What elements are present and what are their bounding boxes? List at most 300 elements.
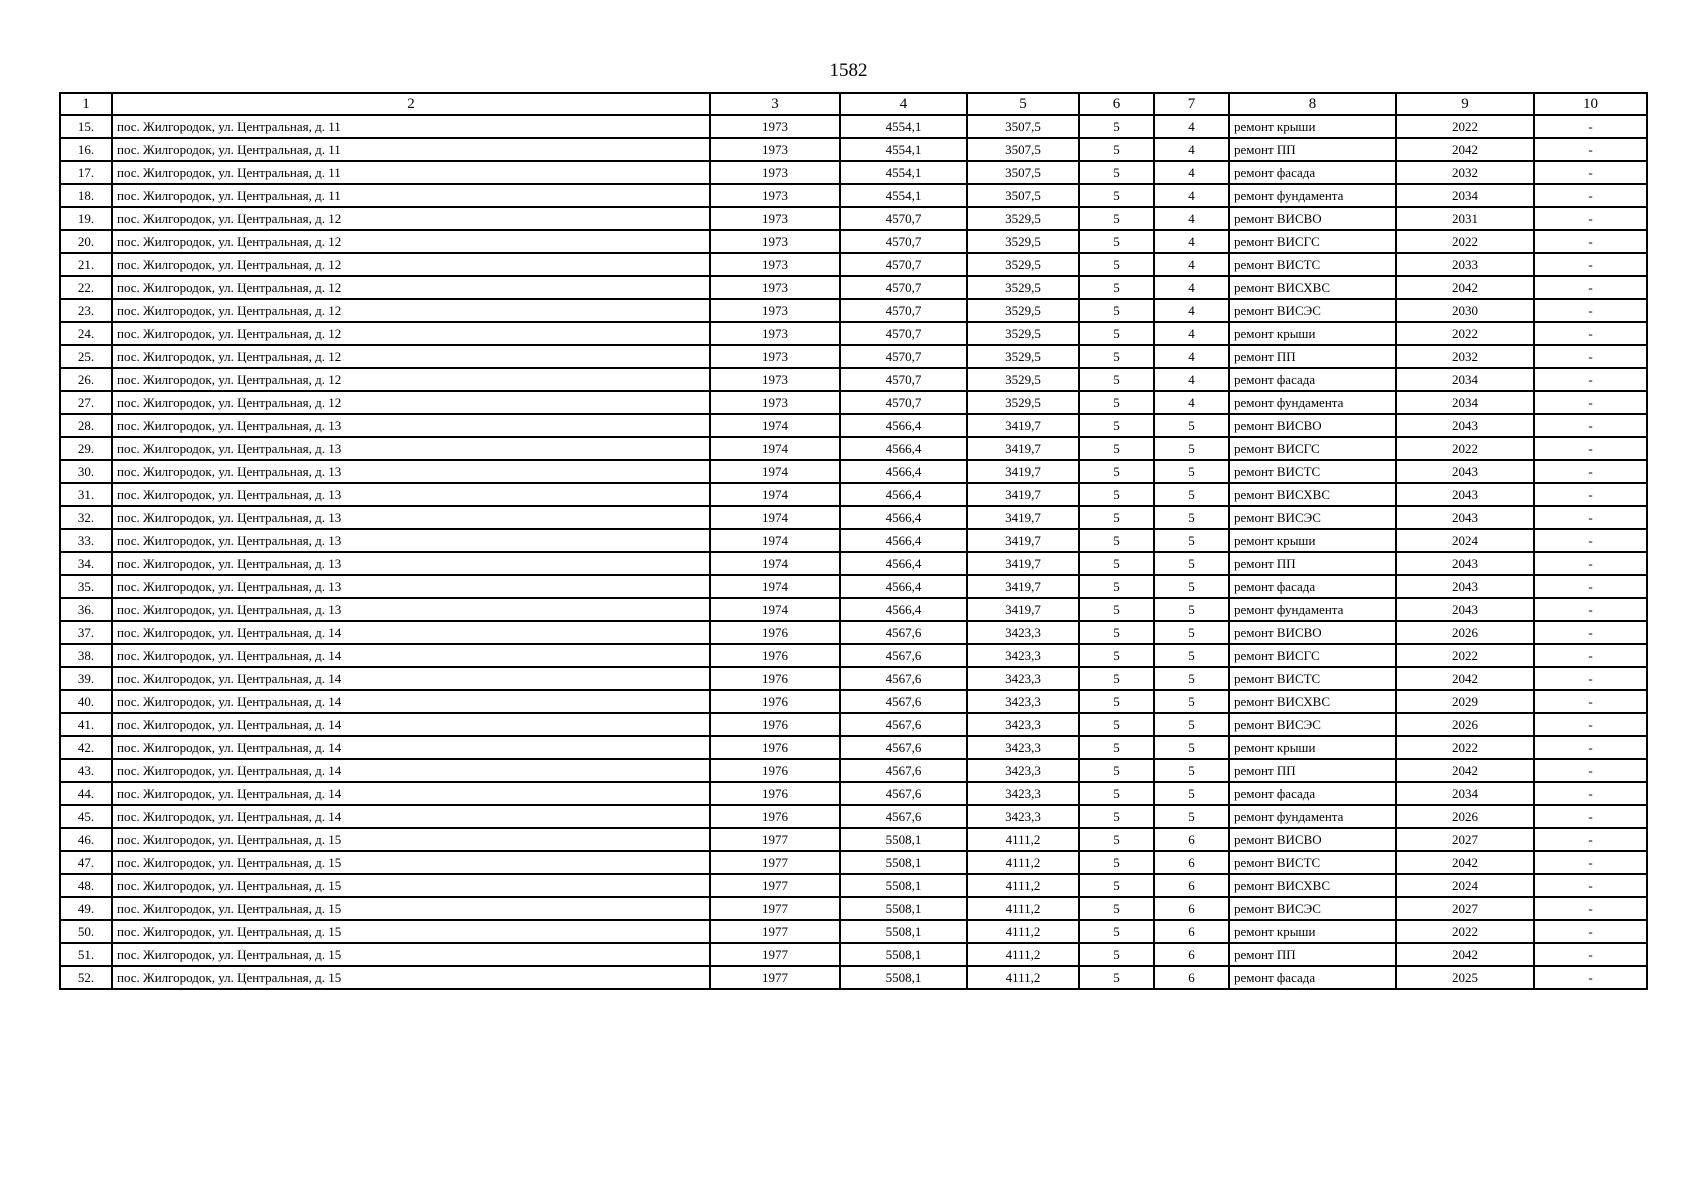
floors-cell: 5 xyxy=(1079,138,1154,161)
table-row xyxy=(60,621,1647,644)
year-built-cell: 1976 xyxy=(710,713,840,736)
row-number-cell: 17. xyxy=(60,161,112,184)
row-number-cell: 35. xyxy=(60,575,112,598)
address-cell: пос. Жилгородок, ул. Центральная, д. 11 xyxy=(112,115,710,138)
living-area-cell: 3507,5 xyxy=(967,161,1079,184)
address-cell: пос. Жилгородок, ул. Центральная, д. 14 xyxy=(112,736,710,759)
living-area-cell: 3419,7 xyxy=(967,598,1079,621)
living-area-cell: 4111,2 xyxy=(967,874,1079,897)
total-area-cell: 4566,4 xyxy=(840,506,967,529)
floors-cell: 5 xyxy=(1079,667,1154,690)
floors-cell: 5 xyxy=(1079,437,1154,460)
planned-year-cell: 2043 xyxy=(1396,598,1534,621)
planned-year-cell: 2022 xyxy=(1396,644,1534,667)
table-row xyxy=(60,920,1647,943)
row-number-cell: 45. xyxy=(60,805,112,828)
total-area-cell: 4567,6 xyxy=(840,759,967,782)
floors-cell: 5 xyxy=(1079,207,1154,230)
planned-year-cell: 2022 xyxy=(1396,920,1534,943)
year-built-cell: 1977 xyxy=(710,966,840,989)
work-type-cell: ремонт ВИСЭС xyxy=(1229,713,1396,736)
floors-cell: 5 xyxy=(1079,322,1154,345)
total-area-cell: 4567,6 xyxy=(840,690,967,713)
row-number-cell: 52. xyxy=(60,966,112,989)
address-cell: пос. Жилгородок, ул. Центральная, д. 11 xyxy=(112,138,710,161)
work-type-cell: ремонт крыши xyxy=(1229,920,1396,943)
living-area-cell: 3529,5 xyxy=(967,253,1079,276)
address-cell: пос. Жилгородок, ул. Центральная, д. 12 xyxy=(112,299,710,322)
planned-year-cell: 2027 xyxy=(1396,897,1534,920)
year-built-cell: 1977 xyxy=(710,897,840,920)
row-number-cell: 24. xyxy=(60,322,112,345)
planned-year-cell: 2027 xyxy=(1396,828,1534,851)
table-row xyxy=(60,782,1647,805)
note-cell: - xyxy=(1534,621,1647,644)
living-area-cell: 3419,7 xyxy=(967,483,1079,506)
floors-cell: 5 xyxy=(1079,230,1154,253)
note-cell: - xyxy=(1534,644,1647,667)
entrances-cell: 5 xyxy=(1154,736,1229,759)
column-header: 5 xyxy=(967,93,1079,115)
entrances-cell: 6 xyxy=(1154,943,1229,966)
table-row xyxy=(60,759,1647,782)
work-type-cell: ремонт ВИСХВС xyxy=(1229,690,1396,713)
planned-year-cell: 2026 xyxy=(1396,713,1534,736)
table-header-row xyxy=(60,93,1647,115)
work-type-cell: ремонт ВИСГС xyxy=(1229,644,1396,667)
living-area-cell: 3529,5 xyxy=(967,345,1079,368)
work-type-cell: ремонт ВИСВО xyxy=(1229,828,1396,851)
living-area-cell: 3423,3 xyxy=(967,759,1079,782)
note-cell: - xyxy=(1534,276,1647,299)
planned-year-cell: 2042 xyxy=(1396,276,1534,299)
floors-cell: 5 xyxy=(1079,161,1154,184)
note-cell: - xyxy=(1534,713,1647,736)
table-body xyxy=(60,115,1647,989)
floors-cell: 5 xyxy=(1079,552,1154,575)
total-area-cell: 4566,4 xyxy=(840,598,967,621)
planned-year-cell: 2022 xyxy=(1396,736,1534,759)
work-type-cell: ремонт фасада xyxy=(1229,966,1396,989)
entrances-cell: 5 xyxy=(1154,667,1229,690)
row-number-cell: 18. xyxy=(60,184,112,207)
work-type-cell: ремонт фасада xyxy=(1229,161,1396,184)
work-type-cell: ремонт ВИСВО xyxy=(1229,414,1396,437)
note-cell: - xyxy=(1534,598,1647,621)
address-cell: пос. Жилгородок, ул. Центральная, д. 14 xyxy=(112,759,710,782)
floors-cell: 5 xyxy=(1079,506,1154,529)
year-built-cell: 1973 xyxy=(710,322,840,345)
year-built-cell: 1973 xyxy=(710,391,840,414)
row-number-cell: 30. xyxy=(60,460,112,483)
total-area-cell: 4566,4 xyxy=(840,552,967,575)
address-cell: пос. Жилгородок, ул. Центральная, д. 13 xyxy=(112,483,710,506)
entrances-cell: 5 xyxy=(1154,782,1229,805)
living-area-cell: 3529,5 xyxy=(967,368,1079,391)
table-row xyxy=(60,690,1647,713)
floors-cell: 5 xyxy=(1079,621,1154,644)
entrances-cell: 5 xyxy=(1154,483,1229,506)
row-number-cell: 38. xyxy=(60,644,112,667)
table-row xyxy=(60,161,1647,184)
planned-year-cell: 2043 xyxy=(1396,575,1534,598)
year-built-cell: 1973 xyxy=(710,184,840,207)
table-row xyxy=(60,391,1647,414)
note-cell: - xyxy=(1534,253,1647,276)
work-type-cell: ремонт крыши xyxy=(1229,529,1396,552)
living-area-cell: 4111,2 xyxy=(967,920,1079,943)
note-cell: - xyxy=(1534,483,1647,506)
floors-cell: 5 xyxy=(1079,115,1154,138)
row-number-cell: 29. xyxy=(60,437,112,460)
entrances-cell: 6 xyxy=(1154,920,1229,943)
living-area-cell: 3419,7 xyxy=(967,460,1079,483)
table-row xyxy=(60,713,1647,736)
total-area-cell: 5508,1 xyxy=(840,828,967,851)
row-number-cell: 25. xyxy=(60,345,112,368)
note-cell: - xyxy=(1534,874,1647,897)
table-row xyxy=(60,897,1647,920)
note-cell: - xyxy=(1534,391,1647,414)
living-area-cell: 4111,2 xyxy=(967,897,1079,920)
floors-cell: 5 xyxy=(1079,368,1154,391)
table-row xyxy=(60,253,1647,276)
living-area-cell: 3419,7 xyxy=(967,575,1079,598)
living-area-cell: 3423,3 xyxy=(967,621,1079,644)
floors-cell: 5 xyxy=(1079,575,1154,598)
year-built-cell: 1976 xyxy=(710,736,840,759)
floors-cell: 5 xyxy=(1079,943,1154,966)
address-cell: пос. Жилгородок, ул. Центральная, д. 13 xyxy=(112,460,710,483)
table-row xyxy=(60,828,1647,851)
address-cell: пос. Жилгородок, ул. Центральная, д. 11 xyxy=(112,161,710,184)
entrances-cell: 4 xyxy=(1154,184,1229,207)
planned-year-cell: 2030 xyxy=(1396,299,1534,322)
work-type-cell: ремонт ВИСХВС xyxy=(1229,276,1396,299)
work-type-cell: ремонт фундамента xyxy=(1229,184,1396,207)
year-built-cell: 1973 xyxy=(710,368,840,391)
address-cell: пос. Жилгородок, ул. Центральная, д. 12 xyxy=(112,230,710,253)
total-area-cell: 4570,7 xyxy=(840,230,967,253)
row-number-cell: 46. xyxy=(60,828,112,851)
table-row xyxy=(60,207,1647,230)
living-area-cell: 3507,5 xyxy=(967,184,1079,207)
planned-year-cell: 2031 xyxy=(1396,207,1534,230)
note-cell: - xyxy=(1534,897,1647,920)
address-cell: пос. Жилгородок, ул. Центральная, д. 13 xyxy=(112,437,710,460)
repair-schedule-table xyxy=(59,92,1648,990)
table-row xyxy=(60,598,1647,621)
address-cell: пос. Жилгородок, ул. Центральная, д. 14 xyxy=(112,805,710,828)
planned-year-cell: 2033 xyxy=(1396,253,1534,276)
note-cell: - xyxy=(1534,759,1647,782)
address-cell: пос. Жилгородок, ул. Центральная, д. 12 xyxy=(112,368,710,391)
planned-year-cell: 2022 xyxy=(1396,437,1534,460)
note-cell: - xyxy=(1534,851,1647,874)
row-number-cell: 51. xyxy=(60,943,112,966)
address-cell: пос. Жилгородок, ул. Центральная, д. 12 xyxy=(112,391,710,414)
address-cell: пос. Жилгородок, ул. Центральная, д. 12 xyxy=(112,322,710,345)
year-built-cell: 1973 xyxy=(710,253,840,276)
planned-year-cell: 2043 xyxy=(1396,552,1534,575)
note-cell: - xyxy=(1534,299,1647,322)
note-cell: - xyxy=(1534,138,1647,161)
entrances-cell: 5 xyxy=(1154,437,1229,460)
living-area-cell: 3419,7 xyxy=(967,552,1079,575)
table-row xyxy=(60,575,1647,598)
living-area-cell: 3529,5 xyxy=(967,391,1079,414)
address-cell: пос. Жилгородок, ул. Центральная, д. 15 xyxy=(112,897,710,920)
work-type-cell: ремонт ВИСЭС xyxy=(1229,299,1396,322)
work-type-cell: ремонт ВИСЭС xyxy=(1229,506,1396,529)
planned-year-cell: 2042 xyxy=(1396,759,1534,782)
floors-cell: 5 xyxy=(1079,759,1154,782)
year-built-cell: 1974 xyxy=(710,460,840,483)
note-cell: - xyxy=(1534,414,1647,437)
entrances-cell: 6 xyxy=(1154,897,1229,920)
total-area-cell: 4566,4 xyxy=(840,529,967,552)
year-built-cell: 1976 xyxy=(710,644,840,667)
living-area-cell: 4111,2 xyxy=(967,851,1079,874)
floors-cell: 5 xyxy=(1079,713,1154,736)
floors-cell: 5 xyxy=(1079,529,1154,552)
address-cell: пос. Жилгородок, ул. Центральная, д. 14 xyxy=(112,782,710,805)
total-area-cell: 5508,1 xyxy=(840,851,967,874)
table-row xyxy=(60,299,1647,322)
total-area-cell: 4570,7 xyxy=(840,391,967,414)
living-area-cell: 3529,5 xyxy=(967,276,1079,299)
living-area-cell: 4111,2 xyxy=(967,966,1079,989)
living-area-cell: 3419,7 xyxy=(967,414,1079,437)
entrances-cell: 6 xyxy=(1154,874,1229,897)
note-cell: - xyxy=(1534,920,1647,943)
address-cell: пос. Жилгородок, ул. Центральная, д. 15 xyxy=(112,966,710,989)
floors-cell: 5 xyxy=(1079,690,1154,713)
entrances-cell: 4 xyxy=(1154,276,1229,299)
living-area-cell: 3529,5 xyxy=(967,230,1079,253)
column-header: 6 xyxy=(1079,93,1154,115)
year-built-cell: 1974 xyxy=(710,598,840,621)
address-cell: пос. Жилгородок, ул. Центральная, д. 13 xyxy=(112,575,710,598)
row-number-cell: 19. xyxy=(60,207,112,230)
year-built-cell: 1974 xyxy=(710,483,840,506)
note-cell: - xyxy=(1534,437,1647,460)
table-row xyxy=(60,506,1647,529)
year-built-cell: 1973 xyxy=(710,345,840,368)
row-number-cell: 36. xyxy=(60,598,112,621)
row-number-cell: 41. xyxy=(60,713,112,736)
year-built-cell: 1977 xyxy=(710,943,840,966)
floors-cell: 5 xyxy=(1079,345,1154,368)
work-type-cell: ремонт ВИСГС xyxy=(1229,230,1396,253)
row-number-cell: 37. xyxy=(60,621,112,644)
total-area-cell: 4570,7 xyxy=(840,207,967,230)
entrances-cell: 4 xyxy=(1154,115,1229,138)
row-number-cell: 22. xyxy=(60,276,112,299)
note-cell: - xyxy=(1534,368,1647,391)
total-area-cell: 4554,1 xyxy=(840,138,967,161)
entrances-cell: 5 xyxy=(1154,621,1229,644)
year-built-cell: 1973 xyxy=(710,207,840,230)
total-area-cell: 4567,6 xyxy=(840,805,967,828)
note-cell: - xyxy=(1534,115,1647,138)
living-area-cell: 3419,7 xyxy=(967,506,1079,529)
table-row xyxy=(60,529,1647,552)
address-cell: пос. Жилгородок, ул. Центральная, д. 13 xyxy=(112,552,710,575)
total-area-cell: 4570,7 xyxy=(840,368,967,391)
note-cell: - xyxy=(1534,506,1647,529)
address-cell: пос. Жилгородок, ул. Центральная, д. 13 xyxy=(112,529,710,552)
row-number-cell: 23. xyxy=(60,299,112,322)
column-header: 3 xyxy=(710,93,840,115)
living-area-cell: 3529,5 xyxy=(967,322,1079,345)
living-area-cell: 4111,2 xyxy=(967,828,1079,851)
table-row xyxy=(60,667,1647,690)
work-type-cell: ремонт фундамента xyxy=(1229,805,1396,828)
table-row xyxy=(60,230,1647,253)
work-type-cell: ремонт ВИСТС xyxy=(1229,851,1396,874)
floors-cell: 5 xyxy=(1079,805,1154,828)
living-area-cell: 3419,7 xyxy=(967,437,1079,460)
floors-cell: 5 xyxy=(1079,644,1154,667)
year-built-cell: 1976 xyxy=(710,690,840,713)
work-type-cell: ремонт ПП xyxy=(1229,345,1396,368)
entrances-cell: 5 xyxy=(1154,713,1229,736)
floors-cell: 5 xyxy=(1079,414,1154,437)
year-built-cell: 1976 xyxy=(710,759,840,782)
table-row xyxy=(60,345,1647,368)
table-row xyxy=(60,138,1647,161)
living-area-cell: 3423,3 xyxy=(967,736,1079,759)
planned-year-cell: 2034 xyxy=(1396,368,1534,391)
planned-year-cell: 2034 xyxy=(1396,184,1534,207)
entrances-cell: 5 xyxy=(1154,690,1229,713)
table-row xyxy=(60,184,1647,207)
year-built-cell: 1976 xyxy=(710,805,840,828)
row-number-cell: 39. xyxy=(60,667,112,690)
planned-year-cell: 2042 xyxy=(1396,851,1534,874)
living-area-cell: 4111,2 xyxy=(967,943,1079,966)
floors-cell: 5 xyxy=(1079,851,1154,874)
address-cell: пос. Жилгородок, ул. Центральная, д. 12 xyxy=(112,345,710,368)
entrances-cell: 5 xyxy=(1154,644,1229,667)
address-cell: пос. Жилгородок, ул. Центральная, д. 12 xyxy=(112,253,710,276)
table-row xyxy=(60,483,1647,506)
row-number-cell: 34. xyxy=(60,552,112,575)
note-cell: - xyxy=(1534,575,1647,598)
work-type-cell: ремонт фасада xyxy=(1229,575,1396,598)
work-type-cell: ремонт ВИСВО xyxy=(1229,621,1396,644)
year-built-cell: 1976 xyxy=(710,667,840,690)
year-built-cell: 1977 xyxy=(710,874,840,897)
year-built-cell: 1974 xyxy=(710,552,840,575)
planned-year-cell: 2034 xyxy=(1396,391,1534,414)
note-cell: - xyxy=(1534,230,1647,253)
note-cell: - xyxy=(1534,690,1647,713)
year-built-cell: 1974 xyxy=(710,414,840,437)
entrances-cell: 4 xyxy=(1154,230,1229,253)
year-built-cell: 1976 xyxy=(710,782,840,805)
planned-year-cell: 2024 xyxy=(1396,529,1534,552)
planned-year-cell: 2043 xyxy=(1396,460,1534,483)
entrances-cell: 5 xyxy=(1154,506,1229,529)
entrances-cell: 4 xyxy=(1154,345,1229,368)
floors-cell: 5 xyxy=(1079,460,1154,483)
total-area-cell: 4566,4 xyxy=(840,414,967,437)
table-row xyxy=(60,966,1647,989)
note-cell: - xyxy=(1534,207,1647,230)
work-type-cell: ремонт ВИСВО xyxy=(1229,207,1396,230)
table-row xyxy=(60,552,1647,575)
work-type-cell: ремонт фасада xyxy=(1229,368,1396,391)
living-area-cell: 3529,5 xyxy=(967,299,1079,322)
entrances-cell: 5 xyxy=(1154,414,1229,437)
year-built-cell: 1974 xyxy=(710,575,840,598)
table-row xyxy=(60,644,1647,667)
total-area-cell: 4570,7 xyxy=(840,322,967,345)
row-number-cell: 26. xyxy=(60,368,112,391)
year-built-cell: 1973 xyxy=(710,230,840,253)
living-area-cell: 3423,3 xyxy=(967,644,1079,667)
note-cell: - xyxy=(1534,828,1647,851)
table-row xyxy=(60,437,1647,460)
work-type-cell: ремонт ВИСТС xyxy=(1229,460,1396,483)
work-type-cell: ремонт фундамента xyxy=(1229,391,1396,414)
entrances-cell: 4 xyxy=(1154,253,1229,276)
row-number-cell: 31. xyxy=(60,483,112,506)
total-area-cell: 5508,1 xyxy=(840,920,967,943)
address-cell: пос. Жилгородок, ул. Центральная, д. 14 xyxy=(112,690,710,713)
note-cell: - xyxy=(1534,552,1647,575)
address-cell: пос. Жилгородок, ул. Центральная, д. 12 xyxy=(112,207,710,230)
note-cell: - xyxy=(1534,736,1647,759)
planned-year-cell: 2043 xyxy=(1396,506,1534,529)
table-row xyxy=(60,414,1647,437)
row-number-cell: 47. xyxy=(60,851,112,874)
total-area-cell: 4554,1 xyxy=(840,115,967,138)
work-type-cell: ремонт фасада xyxy=(1229,782,1396,805)
entrances-cell: 5 xyxy=(1154,460,1229,483)
year-built-cell: 1973 xyxy=(710,299,840,322)
entrances-cell: 4 xyxy=(1154,138,1229,161)
planned-year-cell: 2026 xyxy=(1396,621,1534,644)
planned-year-cell: 2026 xyxy=(1396,805,1534,828)
planned-year-cell: 2042 xyxy=(1396,138,1534,161)
total-area-cell: 4567,6 xyxy=(840,644,967,667)
table-row xyxy=(60,805,1647,828)
floors-cell: 5 xyxy=(1079,736,1154,759)
address-cell: пос. Жилгородок, ул. Центральная, д. 15 xyxy=(112,943,710,966)
total-area-cell: 4566,4 xyxy=(840,460,967,483)
table-row xyxy=(60,368,1647,391)
note-cell: - xyxy=(1534,667,1647,690)
year-built-cell: 1976 xyxy=(710,621,840,644)
year-built-cell: 1973 xyxy=(710,115,840,138)
note-cell: - xyxy=(1534,943,1647,966)
year-built-cell: 1974 xyxy=(710,529,840,552)
address-cell: пос. Жилгородок, ул. Центральная, д. 15 xyxy=(112,828,710,851)
work-type-cell: ремонт ВИСТС xyxy=(1229,253,1396,276)
row-number-cell: 16. xyxy=(60,138,112,161)
column-header: 7 xyxy=(1154,93,1229,115)
column-header: 10 xyxy=(1534,93,1647,115)
work-type-cell: ремонт ПП xyxy=(1229,552,1396,575)
planned-year-cell: 2042 xyxy=(1396,667,1534,690)
floors-cell: 5 xyxy=(1079,828,1154,851)
column-header: 1 xyxy=(60,93,112,115)
address-cell: пос. Жилгородок, ул. Центральная, д. 11 xyxy=(112,184,710,207)
address-cell: пос. Жилгородок, ул. Центральная, д. 15 xyxy=(112,920,710,943)
